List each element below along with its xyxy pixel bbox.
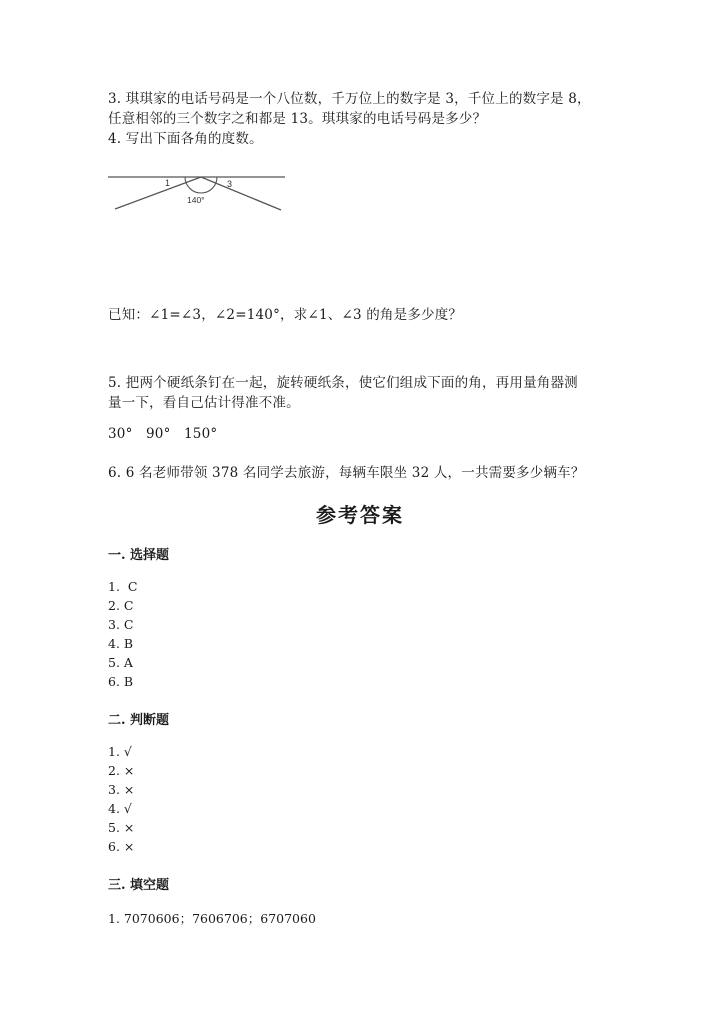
answer-item: 1. C xyxy=(108,579,138,594)
q4-known: 已知：∠1=∠3，∠2=140°，求∠1、∠3 的角是多少度？ xyxy=(108,307,463,323)
q4-prompt: 4. 写出下面各角的度数。 xyxy=(108,131,263,147)
answer-item: 3. × xyxy=(108,782,135,797)
angle-arc xyxy=(185,177,217,193)
section-choice-heading: 一. 选择题 xyxy=(108,548,170,563)
answer-item: 1. √ xyxy=(108,744,132,759)
label-angle-2: 140° xyxy=(187,195,205,205)
answer-item: 3. C xyxy=(108,617,134,632)
q6-prompt: 6. 6 名老师带领 378 名同学去旅游，每辆车限坐 32 人，一共需要多少辆车？ xyxy=(108,465,585,481)
answer-item: 2. × xyxy=(108,763,135,778)
answer-item: 4. √ xyxy=(108,801,132,816)
angle-figure xyxy=(105,165,290,215)
q5-line2: 量一下，看自己估计得准不准。 xyxy=(108,395,300,411)
section-fill-heading: 三. 填空题 xyxy=(108,878,170,893)
answers-title: 参考答案 xyxy=(316,503,404,527)
right-ray xyxy=(201,177,281,210)
answer-item: 5. A xyxy=(108,655,133,670)
q3-line1: 3. 琪琪家的电话号码是一个八位数，千万位上的数字是 3，千位上的数字是 8， xyxy=(108,91,591,107)
label-angle-1: 1 xyxy=(165,178,171,188)
answer-item: 6. × xyxy=(108,839,135,854)
q5-angles: 30° 90° 150° xyxy=(108,426,218,442)
q5-line1: 5. 把两个硬纸条钉在一起，旋转硬纸条，使它们组成下面的角，再用量角器测 xyxy=(108,375,578,391)
q3-line2: 任意相邻的三个数字之和都是 13。琪琪家的电话号码是多少？ xyxy=(108,111,487,127)
answer-item: 2. C xyxy=(108,598,134,613)
answer-item: 5. × xyxy=(108,820,135,835)
answer-item: 6. B xyxy=(108,674,134,689)
answer-item: 1. 7070606；7606706；6707060 xyxy=(108,911,316,926)
label-angle-3: 3 xyxy=(227,179,233,189)
answer-item: 4. B xyxy=(108,636,134,651)
section-judgement-heading: 二. 判断题 xyxy=(108,713,170,728)
